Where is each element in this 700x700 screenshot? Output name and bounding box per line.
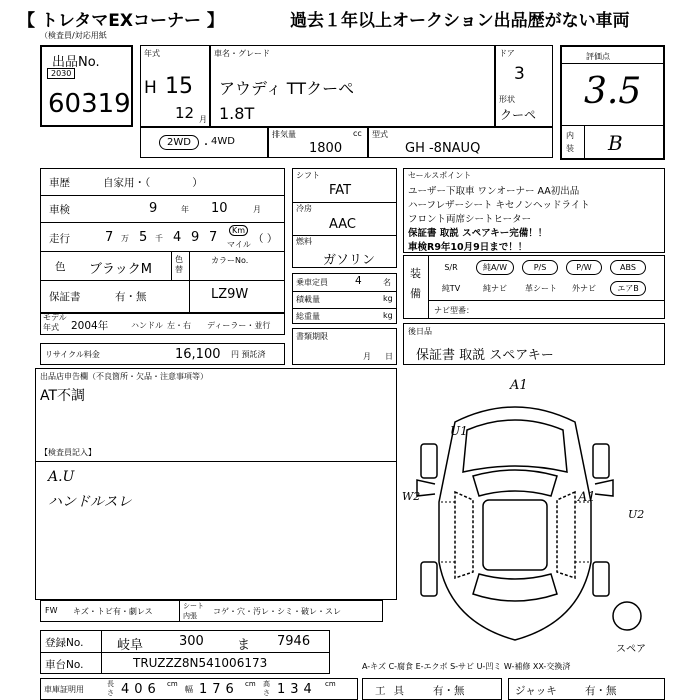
- shape-label: 形状: [499, 95, 515, 104]
- equip-tv: 純TV: [441, 284, 461, 293]
- doors-box: [495, 45, 553, 127]
- seat-label: シート内張: [183, 602, 204, 620]
- score-box: [560, 45, 665, 160]
- size-h-unit: cm: [325, 680, 336, 688]
- capacity-unit: 名: [383, 278, 391, 287]
- model-year-box: [40, 313, 285, 335]
- doc-deadline-label: 書類期限: [296, 332, 328, 341]
- gross-unit: kg: [383, 311, 393, 320]
- model-year-value: 2004年: [71, 320, 109, 332]
- ac-value: AAC: [329, 217, 356, 232]
- mileage-label: 走行: [49, 233, 70, 245]
- shape-value: クーペ: [500, 108, 537, 122]
- sales-line-3: フロント両席シートヒーター: [408, 214, 532, 225]
- mileage-u2: 千: [155, 234, 163, 243]
- warranty-value: 有・無: [115, 291, 147, 303]
- sales-line-2: ハーフレザーシート キセノンヘッドライト: [408, 200, 590, 211]
- model-box: [368, 127, 553, 158]
- displacement-label: 排気量: [272, 130, 296, 139]
- doors-value: 3: [514, 64, 525, 84]
- jack-label: ジャッキ: [515, 685, 557, 697]
- registration-label: 登録No.: [45, 637, 84, 649]
- year-month: 12: [175, 104, 195, 122]
- color-no-value: LZ9W: [211, 287, 249, 302]
- year-box: [140, 45, 210, 127]
- ac-label: 冷房: [296, 204, 312, 213]
- inspection-month: 10: [211, 201, 228, 216]
- size-len-label: 長さ: [107, 680, 114, 697]
- equip-ext-navi: 外ナビ: [572, 284, 596, 293]
- score-label: 評価点: [586, 52, 610, 61]
- inspection-label: 車検: [49, 204, 70, 216]
- banner: [18, 3, 682, 33]
- handle-value: 左・右: [167, 321, 191, 330]
- size-box: [40, 678, 358, 700]
- car-box: [210, 45, 495, 127]
- drive-2wd: 2WD: [159, 135, 199, 150]
- capacity-label: 乗車定員: [296, 278, 328, 287]
- model-value: GH -8NAUQ: [405, 141, 481, 156]
- notes-box: [35, 368, 397, 600]
- details-mid: [292, 168, 397, 268]
- size-h: 134: [277, 682, 317, 697]
- size-len: 406: [121, 682, 161, 697]
- fuel-value: ガソリン: [323, 253, 376, 268]
- size-label: 車庫証明用: [44, 685, 84, 694]
- mileage-d4: 9: [191, 230, 200, 245]
- mileage-d2: 5: [139, 230, 148, 245]
- doc-subtitle: （検査員/対応用紙: [40, 31, 107, 40]
- chassis-value: TRUZZZ8N541006173: [133, 656, 268, 670]
- equipment-label: 装備: [410, 267, 421, 300]
- registration-number: 7946: [277, 634, 311, 649]
- jack-value: 有・無: [585, 685, 617, 697]
- banner-left: 【 トレタマEXコーナー 】: [18, 11, 224, 31]
- mileage-d3: 4: [173, 230, 182, 245]
- inspection-year-unit: 年: [181, 205, 189, 214]
- year-month-unit: 月: [199, 115, 207, 124]
- color-no-label: カラーNo.: [211, 256, 249, 265]
- inspector-line-2: ハンドルスレ: [48, 494, 132, 510]
- mark-a1-front: A1: [510, 378, 528, 393]
- navi-model-label: ナビ型番：: [434, 306, 474, 315]
- displacement-box: [268, 127, 368, 158]
- doc-deadline-box: [292, 328, 397, 365]
- color-label: 色: [55, 261, 66, 273]
- capacity-value: 4: [355, 275, 362, 287]
- car-diagram: [395, 372, 665, 662]
- inspection-month-unit: 月: [253, 205, 261, 214]
- recycle-box: [40, 343, 285, 365]
- history-value: 自家用・（ ）: [103, 177, 203, 189]
- size-len-unit: cm: [167, 680, 178, 688]
- lot-number: 60319: [48, 89, 131, 119]
- sales-line-1: ユーザー下取車 ワンオーナー AA初出品: [408, 186, 580, 197]
- model-year-label: モデル年式: [43, 313, 67, 332]
- equip-abs: ABS: [610, 260, 646, 275]
- equip-pw: P/W: [566, 260, 602, 275]
- sales-line-4: 保証書 取説 スペアキー完備！！: [408, 228, 548, 239]
- floor-box: [40, 600, 383, 622]
- car-name: アウディ TTクーペ: [219, 79, 355, 98]
- interior-label: 内装: [566, 131, 574, 153]
- registration-place: 岐阜: [117, 638, 144, 653]
- displacement-value: 1800: [309, 141, 343, 156]
- spare-label: スペア: [616, 644, 646, 655]
- sales-box: [403, 168, 665, 253]
- year-era: H: [144, 78, 157, 98]
- size-w-unit: cm: [245, 680, 256, 688]
- tools-label: 工具: [375, 685, 412, 697]
- sales-label: セールスポイント: [408, 171, 472, 180]
- color-change-label: 色替: [175, 255, 183, 274]
- registration-class: 300: [179, 634, 204, 649]
- drive-sep: ・: [201, 140, 211, 151]
- details-left: [40, 168, 285, 313]
- lot-box: [40, 45, 133, 127]
- year-label: 年式: [144, 49, 160, 58]
- warranty-label: 保証書: [49, 291, 81, 303]
- equip-ps: P/S: [522, 260, 558, 275]
- drive-4wd: 4WD: [211, 136, 235, 147]
- gross-label: 総重量: [296, 312, 320, 321]
- recycle-unit: 円 預託済: [231, 350, 266, 359]
- seat-value: コゲ・穴・汚レ・シミ・破レ・スレ: [213, 607, 341, 616]
- history-label: 車歴: [49, 177, 70, 189]
- inspector-label: 【検査員記入】: [40, 448, 96, 457]
- chassis-label: 車台No.: [45, 659, 84, 671]
- mark-u1: U1: [450, 424, 468, 438]
- jack-box: [508, 678, 665, 700]
- shift-label: シフト: [296, 171, 320, 180]
- registration-box: [40, 630, 330, 674]
- doc-deadline-unit: 月: [363, 352, 371, 361]
- equip-alloy: 純A/W: [476, 260, 514, 275]
- mileage-unit-mile: マイル: [227, 240, 251, 249]
- fuel-label: 燃料: [296, 237, 312, 246]
- model-label: 型式: [372, 130, 388, 139]
- recycle-label: リサイクル料金: [45, 350, 100, 359]
- inspection-year: 9: [149, 201, 158, 216]
- doc-deadline-day: 日: [385, 352, 393, 361]
- inspector-line-1: A.U: [48, 469, 75, 485]
- notes-value: AT不調: [40, 388, 86, 404]
- equip-navi: 純ナビ: [483, 284, 507, 293]
- tools-value: 有・無: [433, 685, 465, 697]
- mileage-u1: 万: [121, 234, 129, 243]
- damage-legend: A-キズ C-腐食 E-エクボ S-サビ U-凹ミ W-補修 XX-交換済: [362, 662, 571, 671]
- registration-kana: ま: [237, 638, 251, 653]
- equip-leather: 革シート: [525, 284, 557, 293]
- mileage-d1: 7: [105, 230, 114, 245]
- size-h-label: 高さ: [263, 680, 270, 697]
- accessories-value: 保証書 取説 スペアキー: [416, 348, 554, 363]
- mark-w2: W2: [402, 490, 421, 503]
- load-unit: kg: [383, 294, 393, 303]
- color-value: ブラックM: [89, 262, 152, 277]
- floor-value: キズ・トビ有・劇レス: [73, 607, 153, 616]
- lot-tag: 2030: [47, 68, 75, 79]
- drive-box: [140, 127, 268, 158]
- car-grade: 1.8T: [219, 104, 255, 123]
- import-value: ディーラー・並行: [207, 321, 271, 330]
- sales-line-5: 車検R9年10月9日まで！！: [408, 242, 528, 253]
- size-w-label: 幅: [185, 685, 193, 694]
- mark-a1-side: A1: [578, 490, 596, 505]
- shift-value: FAT: [329, 183, 352, 198]
- recycle-value: 16,100: [175, 347, 221, 362]
- lot-label: 出品No.: [52, 55, 100, 70]
- size-w: 176: [199, 682, 239, 697]
- car-label: 車名・グレード: [214, 49, 270, 58]
- doors-label: ドア: [499, 49, 515, 58]
- notes-label: 出品店申告欄（不良箇所・欠品・注意事項等）: [40, 372, 208, 381]
- mark-u2: U2: [628, 508, 645, 521]
- floor-label: FW: [45, 606, 58, 615]
- mileage-note: （ ）: [253, 233, 278, 245]
- handle-label: ハンドル: [131, 321, 163, 330]
- weights-box: [292, 273, 397, 324]
- equip-sr: S/R: [444, 263, 458, 272]
- load-label: 積載量: [296, 295, 320, 304]
- displacement-unit: cc: [353, 129, 362, 138]
- year-value: 15: [165, 74, 193, 99]
- accessories-box: [403, 323, 665, 365]
- mileage-d5: 7: [209, 230, 218, 245]
- equip-airbag: エアB: [610, 281, 646, 296]
- score-value: 3.5: [584, 71, 642, 112]
- interior-value: B: [608, 131, 623, 155]
- equipment-box: [403, 255, 665, 319]
- banner-right: 過去１年以上オークション出品歴がない車両: [290, 11, 630, 31]
- accessories-label: 後日品: [408, 327, 432, 336]
- tools-box: [362, 678, 502, 700]
- mileage-unit-km: Km: [229, 225, 248, 236]
